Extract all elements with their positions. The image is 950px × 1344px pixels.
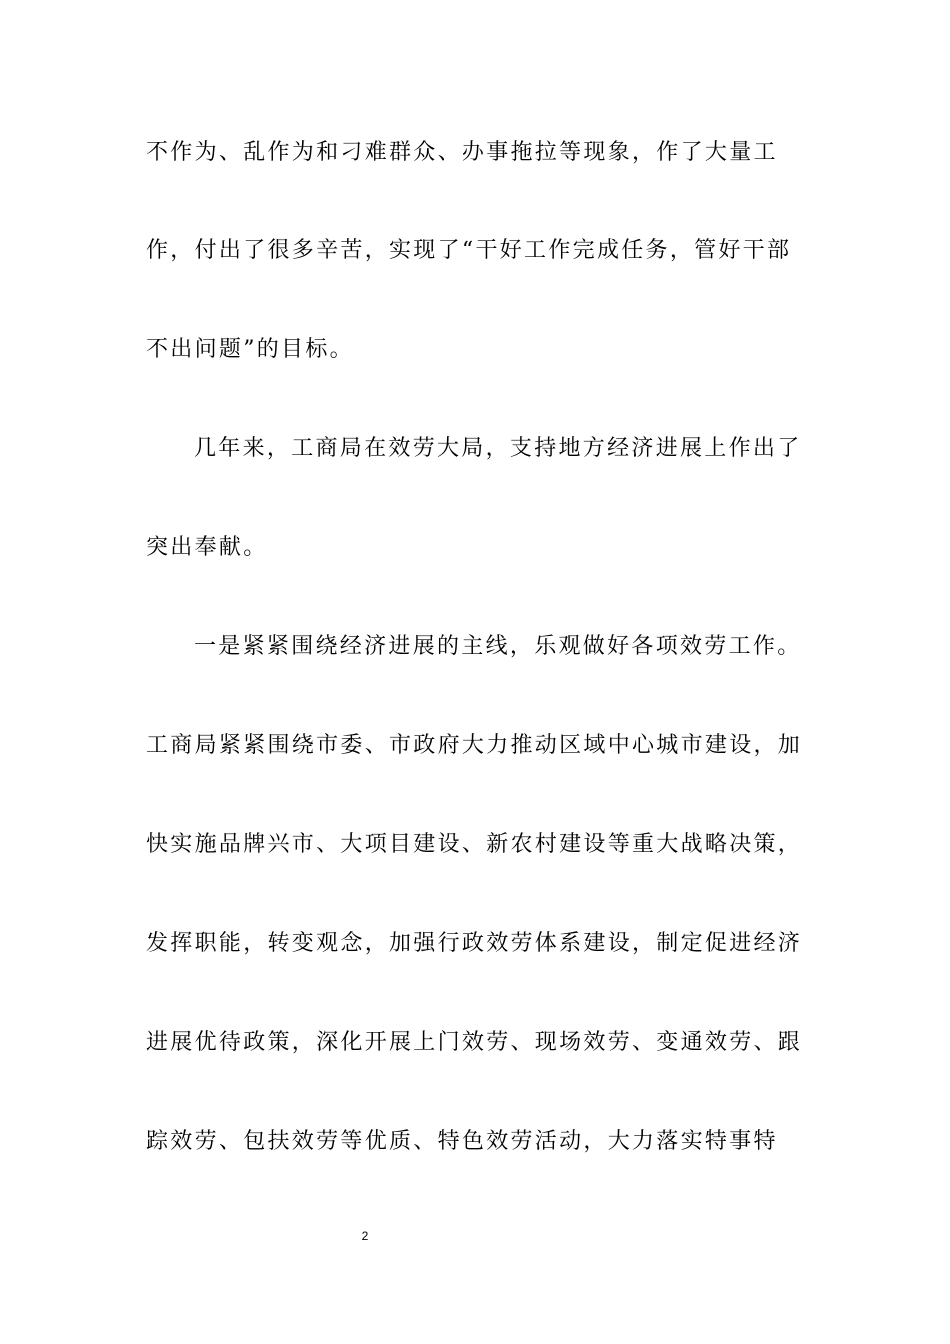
text-line-5: 突出奉献。 [146, 535, 268, 560]
text-line-9: 发挥职能，转变观念，加强行政效劳体系建设，制定促进经济 [146, 931, 803, 956]
text-line-2: 作，付出了很多辛苦，实现了“干好工作完成任务，管好干部 [146, 238, 792, 263]
text-line-11: 踪效劳、包扶效劳等优质、特色效劳活动，大力落实特事特 [146, 1129, 778, 1154]
text-line-8: 快实施品牌兴市、大项目建设、新农村建设等重大战略决策， [146, 832, 803, 857]
text-line-1: 不作为、乱作为和刁难群众、办事拖拉等现象，作了大量工 [146, 140, 778, 165]
text-line-3: 不出问题”的目标。 [146, 337, 354, 362]
text-line-4: 几年来，工商局在效劳大局，支持地方经济进展上作出了 [194, 436, 802, 461]
page-number: 2 [361, 1229, 369, 1243]
text-line-10: 进展优待政策，深化开展上门效劳、现场效劳、变通效劳、跟 [146, 1030, 803, 1055]
text-line-6: 一是紧紧围绕经济进展的主线，乐观做好各项效劳工作。 [194, 634, 802, 659]
text-line-7: 工商局紧紧围绕市委、市政府大力推动区域中心城市建设，加 [146, 733, 803, 758]
